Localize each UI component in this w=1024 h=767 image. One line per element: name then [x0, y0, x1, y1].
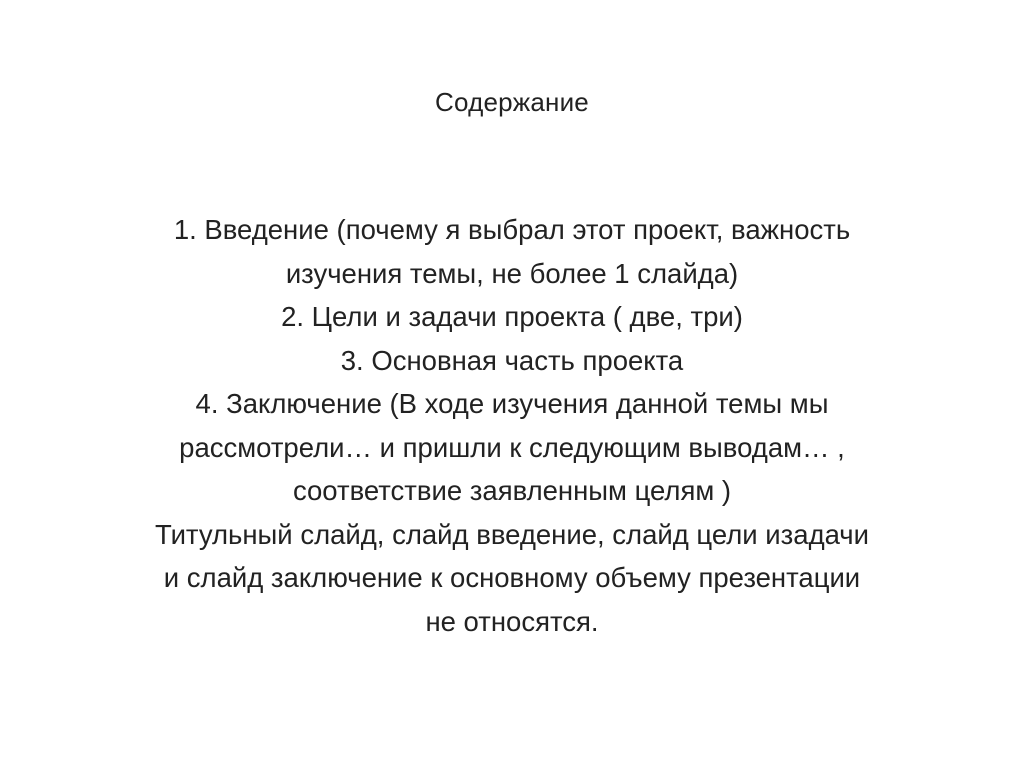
body-line-note-end: не относятся. — [425, 605, 599, 637]
body-line-main-part: 3. Основная часть проекта — [340, 344, 684, 376]
body-line-intro-continued: изучения темы, не более 1 слайда) — [285, 257, 739, 289]
body-line-conclusion-end: соответствие заявленным целям ) — [292, 475, 732, 506]
body-line-intro: 1. Введение (почему я выбрал этот проект, важность — [173, 214, 851, 245]
body-line-conclusion-continued: рассмотрели… и пришли к следующим выводам… , — [179, 431, 845, 463]
slide-title: Содержание — [435, 87, 589, 117]
body-line-note-continued: и слайд заключение к основному объему презентации — [163, 562, 861, 593]
body-line-conclusion: 4. Заключение (В ходе изучения данной темы мы — [195, 388, 829, 419]
body-line-note: Титульный слайд, слайд введение, слайд цели изадачи — [154, 518, 869, 550]
slide-body — [60, 208, 964, 643]
body-line-goals: 2. Цели и задачи проекта ( две, три) — [281, 301, 743, 332]
